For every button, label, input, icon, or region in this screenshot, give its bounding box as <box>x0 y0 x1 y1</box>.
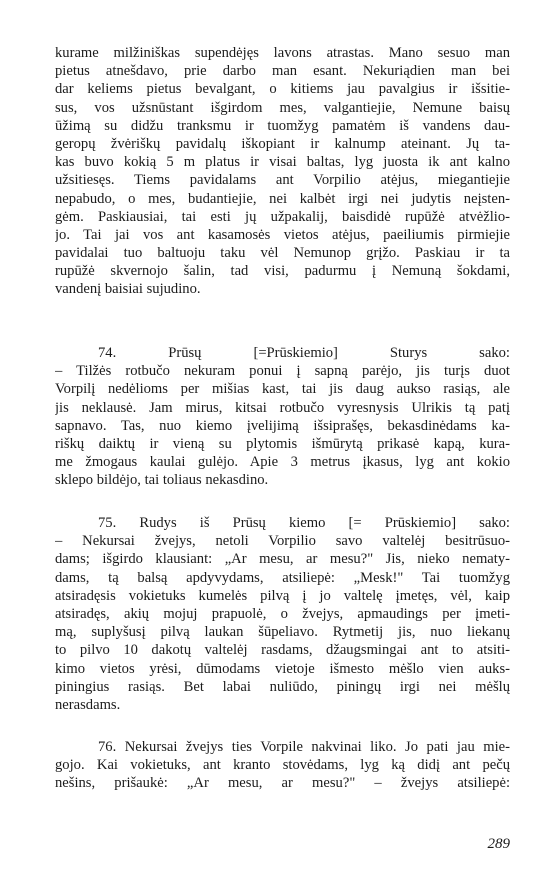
paragraph-76 <box>55 738 510 793</box>
text-line: sapnavo. Tas, nuo kiemo įvelijimą išsiprašęs, bekasdinėdams ka- <box>55 417 510 434</box>
text-line: gojo. Kai vokietuks, ant kranto stovėdams, lyg ką didį ant pečų <box>55 757 510 774</box>
text-line: atsiradęs, akių mojuj prapuolė, o žvejys, apmaudings per įmeti- <box>55 605 510 622</box>
text-line: rupūžė skvernojo šalin, tad visi, padurmu į Nemuną šokdami, <box>55 263 510 280</box>
text-line: me žmogaus kaulai gulėjo. Apie 3 metrus įkasus, lyg ant kokio <box>55 454 510 471</box>
paragraph-74 <box>55 344 510 490</box>
text-line: pavidalai tuo baltuoju taku vėl Nemunop grįžo. Paskiau ir ta <box>55 245 510 262</box>
text-line: riškų daiktų ir vieną su plytomis išmūrytą prikasė kapą, kura- <box>55 435 510 452</box>
text-line: to pilvo 10 dakotų valtelėj rasdams, džaugsmingai ant to atsiti- <box>55 642 510 659</box>
text-line: nešins, prišaukė: „Ar mesu, ar mesu?" – žvejys atsiliepė: <box>55 775 510 792</box>
paragraph-75 <box>55 514 510 714</box>
text-line: jis neklausė. Jam mirus, kitsai rotbučo vyresnysis Ulrikis tą patį <box>55 399 510 416</box>
text-line: 74. Prūsų [=Prūskiemio] Sturys sako: <box>98 345 510 361</box>
text-line: kas buvo kokią 5 m platus ir visai baltas, lyg juosta ik ant kalno <box>55 154 510 171</box>
text-line: ūžimą su didžu tranksmu ir tuomžyg pamatėm iš vandens dau- <box>55 117 510 134</box>
text-line: vandenį baisiai sujudino. <box>55 281 201 298</box>
text-line: 75. Rudys iš Prūsų kiemo [= Prūskiemio] sako: <box>98 515 510 531</box>
page-number: 289 <box>487 836 510 852</box>
text-line: sus, vos užsnūstant išgirdom mes, valgantiejie, Nemune baisų <box>55 99 510 116</box>
text-line: kimo vietos yrėsi, dūmodams vietoje išmesto mėšlo vien auks- <box>55 660 510 677</box>
text-line: – Nekursai žvejys, netoli Vorpilio savo valtelėj besitrūsuo- <box>55 533 510 550</box>
text-line: dams; išgirdo klausiant: „Ar mesu, ar mesu?" Jis, nieko nematy- <box>55 551 510 568</box>
text-line: piningius rasiąs. Bet labai nuliūdo, piningų irgi nei mėšlų <box>55 678 510 695</box>
text-line: mą, suplyšusį pilvą laukan šūpeliavo. Rytmetij jis, nuo liekanų <box>55 624 510 641</box>
paragraph-73-continuation <box>55 44 510 299</box>
text-line: atsiradęsis vokietuks kumelės pilvą į jo valtelę įmetęs, vėl, kaip <box>55 587 510 604</box>
text-line: – Tilžės rotbučo nekuram ponui į sapną parėjo, jis turįs duot <box>55 363 510 380</box>
text-line: kurame milžiniškas supendėjęs lavons atrastas. Mano sesuo man <box>55 45 510 61</box>
text-line: nepabudo, o mes, budantiejie, nei kalbėt irgi nei judytis neįsten- <box>55 190 510 207</box>
text-line: dar keliems pietus bevalgant, o kitiems jau pavalgius ir išsitie- <box>55 81 510 98</box>
text-line: Vorpilį nedėlioms per mišias kast, tai jis daug aukso rasiąs, ale <box>55 381 510 398</box>
text-line: užsitiesęs. Tiems pavidalams ant Vorpilio atėjus, miegantiejie <box>55 172 510 189</box>
text-line: jo. Tai jai vos ant kasamosės vietos atėjus, paeiliumis pirmiejie <box>55 226 510 243</box>
text-line: 76. Nekursai žvejys ties Vorpile nakvinai liko. Jo pati jau mie- <box>98 739 510 755</box>
text-line: gėm. Paskiausiai, tai esti jų užpakalij, baisdidė rupūžė atvėžlio- <box>55 208 510 225</box>
text-line: geropų žvėriškų pavidalų iškopiant ir kalnump ateinant. Jų ta- <box>55 135 510 152</box>
text-line: nerasdams. <box>55 696 121 713</box>
text-line: pietus atnešdavo, prie darbo man esant. Nekuriądien man bei <box>55 63 510 80</box>
text-line: dams, tą balsą apdyvydams, atsiliepė: „Mesk!" Tai tuomžyg <box>55 569 510 586</box>
text-line: sklepo bildėjo, tai toliaus nekasdino. <box>55 472 269 489</box>
